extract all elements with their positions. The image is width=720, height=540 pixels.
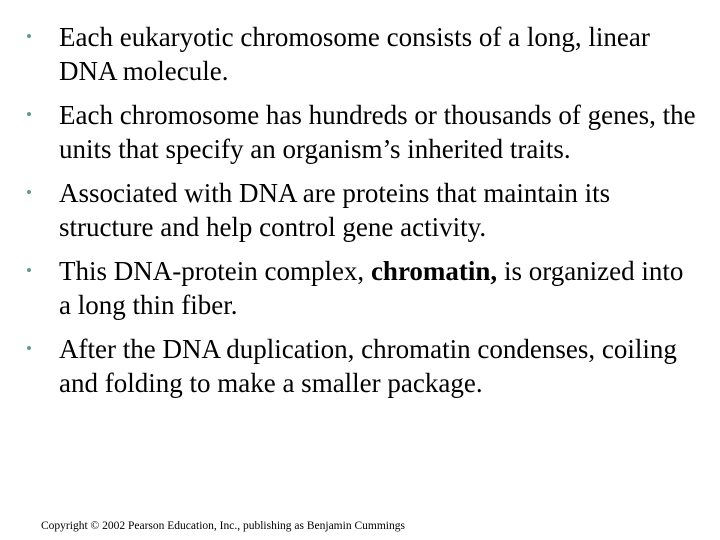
bullet-text [59, 256, 683, 320]
bullet-icon: • [26, 339, 32, 358]
bullet-item [26, 176, 696, 244]
bullet-item [26, 254, 696, 322]
bullet-icon: • [26, 261, 32, 280]
bullet-item [26, 20, 696, 88]
bullet-item [26, 332, 696, 400]
bullet-icon: • [26, 183, 32, 202]
term-chromatin: chromatin, [370, 256, 498, 286]
bullet-text: Each chromosome has hundreds or thousands of genes, the units that specify an organism’s inherited traits. [59, 100, 696, 164]
bullet-text: Each eukaryotic chromosome consists of a long, linear DNA molecule. [59, 22, 650, 86]
bullet-text-pre: This DNA-protein complex, [59, 256, 371, 286]
copyright-notice: Copyright © 2002 Pearson Education, Inc., publishing as Benjamin Cummings [41, 520, 405, 532]
bullet-icon: • [26, 105, 32, 124]
bullet-list [26, 20, 696, 400]
bullet-icon: • [26, 27, 32, 46]
bullet-text-post: is organized into a long thin fiber. [59, 256, 684, 320]
bullet-text: Associated with DNA are proteins that maintain its structure and help control gene activity. [59, 178, 611, 242]
bullet-item [26, 98, 696, 166]
bullet-text: After the DNA duplication, chromatin condenses, coiling and folding to make a smaller package. [59, 334, 677, 398]
